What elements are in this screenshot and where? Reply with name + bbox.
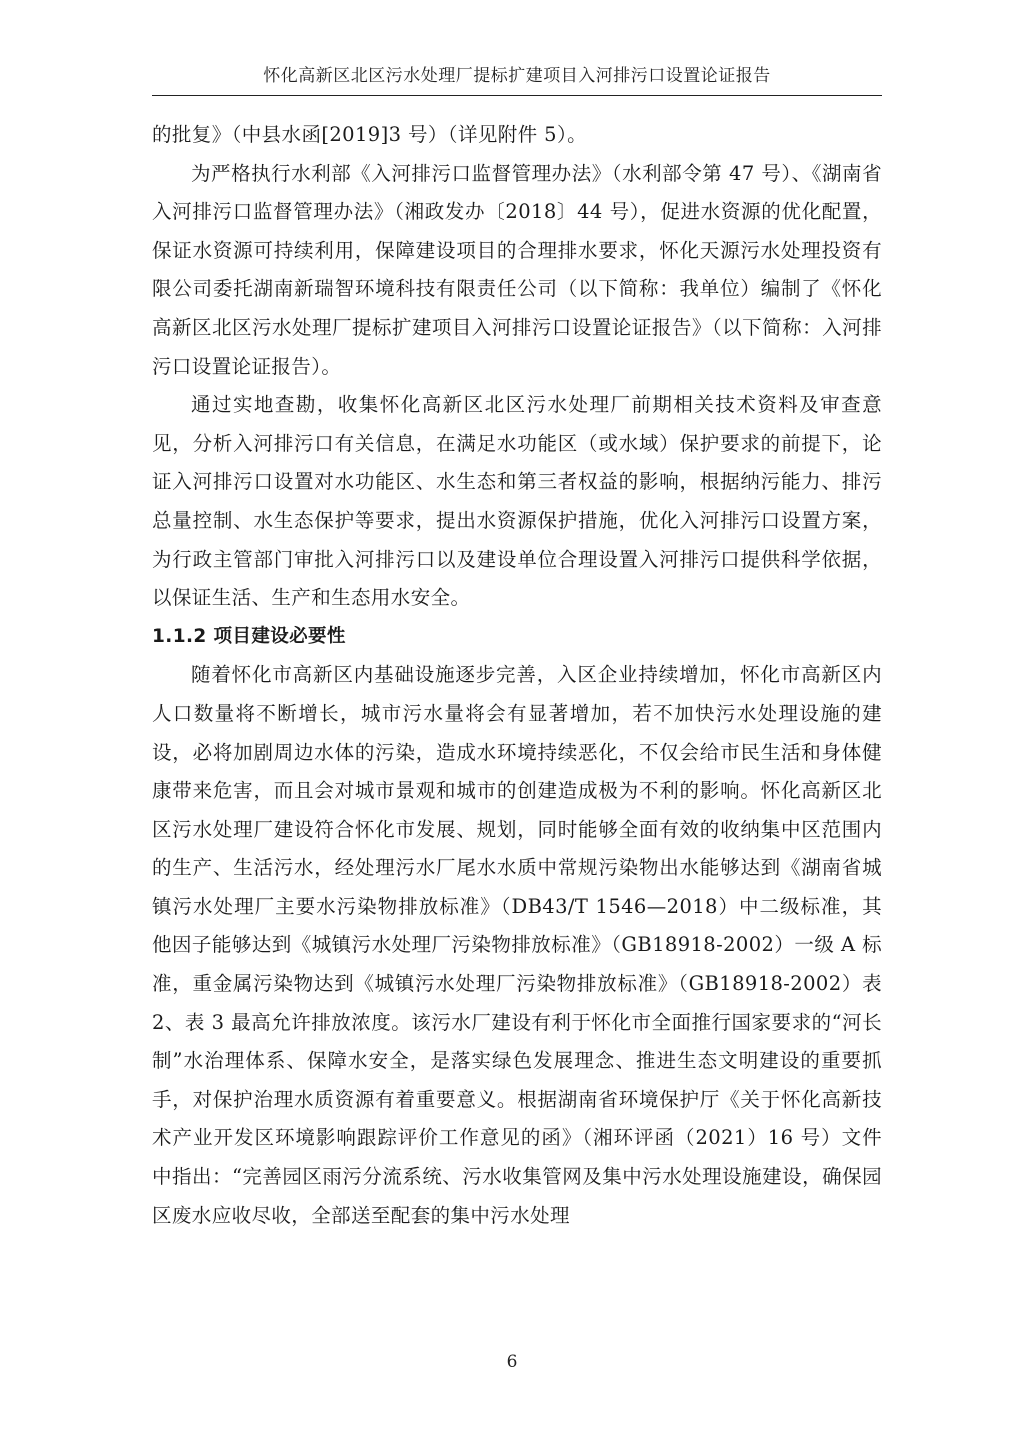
header-divider	[152, 95, 882, 96]
paragraph-method: 通过实地查勘，收集怀化高新区北区污水处理厂前期相关技术资料及审查意见，分析入河排污口有关信息，在满足水功能区（或水域）保护要求的前提下，论证入河排污口设置对水功能区、水生态和第三者权益的影响，根据纳污能力、排污总量控制、水生态保护等要求，提出水资源保护措施，优化入河排污口设置方案，为行政主管部门审批入河排污口以及建设单位合理设置入河排污口提供科学依据，以保证生活、生产和生态用水安全。	[152, 393, 882, 610]
paragraph-necessity: 随着怀化市高新区内基础设施逐步完善，入区企业持续增加，怀化市高新区内人口数量将不断增长，城市污水量将会有显著增加，若不加快污水处理设施的建设，必将加剧周边水体的污染，造成水环境持续恶化，不仅会给市民生活和身体健康带来危害，而且会对城市景观和城市的创建造成极为不利的影响。怀化高新区北区污水处理厂建设符合怀化市发展、规划，同时能够全面有效的收纳集中区范围内的生产、生活污水，经处理污水厂尾水水质中常规污染物出水能够达到《湖南省城镇污水处理厂主要水污染物排放标准》（DB43/T 1546—2018）中二级标准，其他因子能够达到《城镇污水处理厂污染物排放标准》（GB18918-2002）一级 A 标准，重金属污染物达到《城镇污水处理厂污染物排放标准》（GB18918-2002）表 2、表 3 最高允许排放浓度。该污水厂建设有利于怀化市全面推行国家要求的“河长制”水治理体系、保障水安全，是落实绿色发展理念、推进生态文明建设的重要抓手，对保护治理水质资源有着重要意义。根据湖南省环境保护厅《关于怀化高新技术产业开发区环境影响跟踪评价工作意见的函》（湘环评函（2021）16 号）文件中指出：“完善园区雨污分流系统、污水收集管网及集中污水处理设施建设，确保园区废水应收尽收，全部送至配套的集中污水处理	[152, 663, 882, 1227]
paragraph-continuation: 的批复》（中县水函[2019]3 号）（详见附件 5）。	[152, 123, 588, 146]
paragraph-purpose: 为严格执行水利部《入河排污口监督管理办法》（水利部令第 47 号）、《湖南省入河排污口监督管理办法》（湘政发办〔2018〕44 号），促进水资源的优化配置，保证水资源可持续利用，保障建设项目的合理排水要求，怀化天源污水处理投资有限公司委托湖南新瑞智环境科技有限责任公司（以下简称：我单位）编制了《怀化高新区北区污水处理厂提标扩建项目入河排污口设置论证报告》（以下简称：入河排污口设置论证报告）。	[152, 161, 882, 378]
page-number: 6	[506, 1352, 518, 1372]
page-body	[152, 116, 882, 1235]
section-heading: 1.1.2 项目建设必要性	[152, 625, 346, 647]
running-header: 怀化高新区北区污水处理厂提标扩建项目入河排污口设置论证报告	[263, 66, 771, 86]
